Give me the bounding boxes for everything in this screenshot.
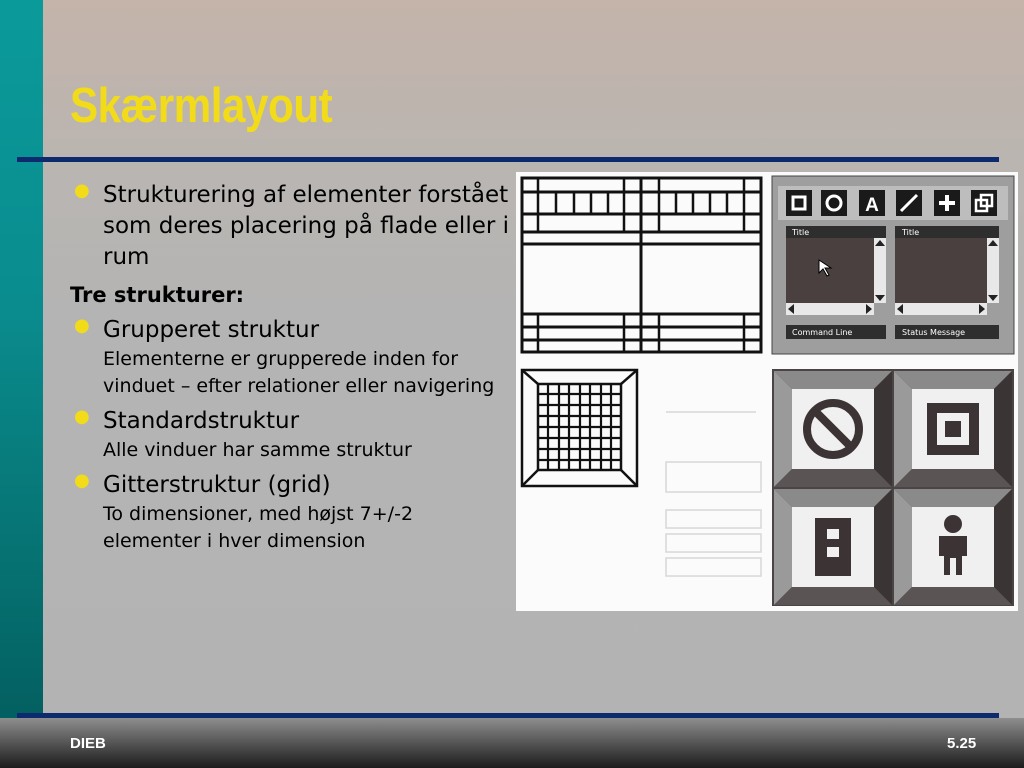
window-left — [786, 226, 886, 315]
title-rule — [17, 157, 999, 162]
scan-artifacts — [666, 412, 761, 576]
bullet-dot-icon: ● — [74, 470, 90, 491]
grouped-structure-diagram — [522, 178, 761, 352]
bullet-title: Grupperet struktur — [103, 317, 320, 343]
bullet-dot-icon: ● — [74, 180, 90, 201]
svg-text:Title: Title — [902, 228, 920, 237]
bullet-title: Standardstruktur — [103, 408, 300, 434]
text-tool-icon: A — [865, 195, 879, 216]
bullet-description: To dimensioner, med højst 7+/-2 elementer i hver dimension — [103, 503, 414, 552]
slide-title: Skærmlayout — [70, 79, 333, 133]
bullet-dot-icon: ● — [74, 406, 90, 427]
footer-rule — [17, 713, 999, 718]
nested-square-icon — [927, 403, 979, 455]
slide-content — [70, 180, 510, 555]
bullet-description: Alle vinduer har samme struktur — [103, 439, 412, 461]
section-heading: Tre strukturer: — [70, 283, 245, 307]
standard-structure-screen — [772, 176, 1014, 354]
bullet-item — [70, 406, 510, 464]
bullet-text: Strukturering af elementer forstået som deres placering på flade eller i rum — [103, 182, 510, 270]
layout-examples-figure — [516, 172, 1018, 611]
sidebar-band — [0, 0, 43, 768]
bullet-item — [70, 315, 510, 400]
door-icon — [815, 518, 851, 576]
window-right — [895, 226, 999, 315]
svg-text:Title: Title — [792, 228, 810, 237]
svg-text:Command Line: Command Line — [792, 328, 853, 337]
icon-tiles-panel — [772, 369, 1014, 606]
grid-structure-diagram — [522, 370, 637, 486]
bullet-item — [70, 180, 510, 273]
footer-slide-number: 5.25 — [947, 735, 977, 752]
footer-course-label: DIEB — [70, 735, 106, 752]
bullet-title: Gitterstruktur (grid) — [103, 472, 331, 498]
bullet-dot-icon: ● — [74, 315, 90, 336]
bullet-item — [70, 470, 510, 555]
footer-band — [0, 718, 1024, 768]
svg-text:Status Message: Status Message — [902, 328, 966, 337]
bullet-description: Elementerne er grupperede inden for vinduet – efter relationer eller navigering — [103, 348, 495, 397]
